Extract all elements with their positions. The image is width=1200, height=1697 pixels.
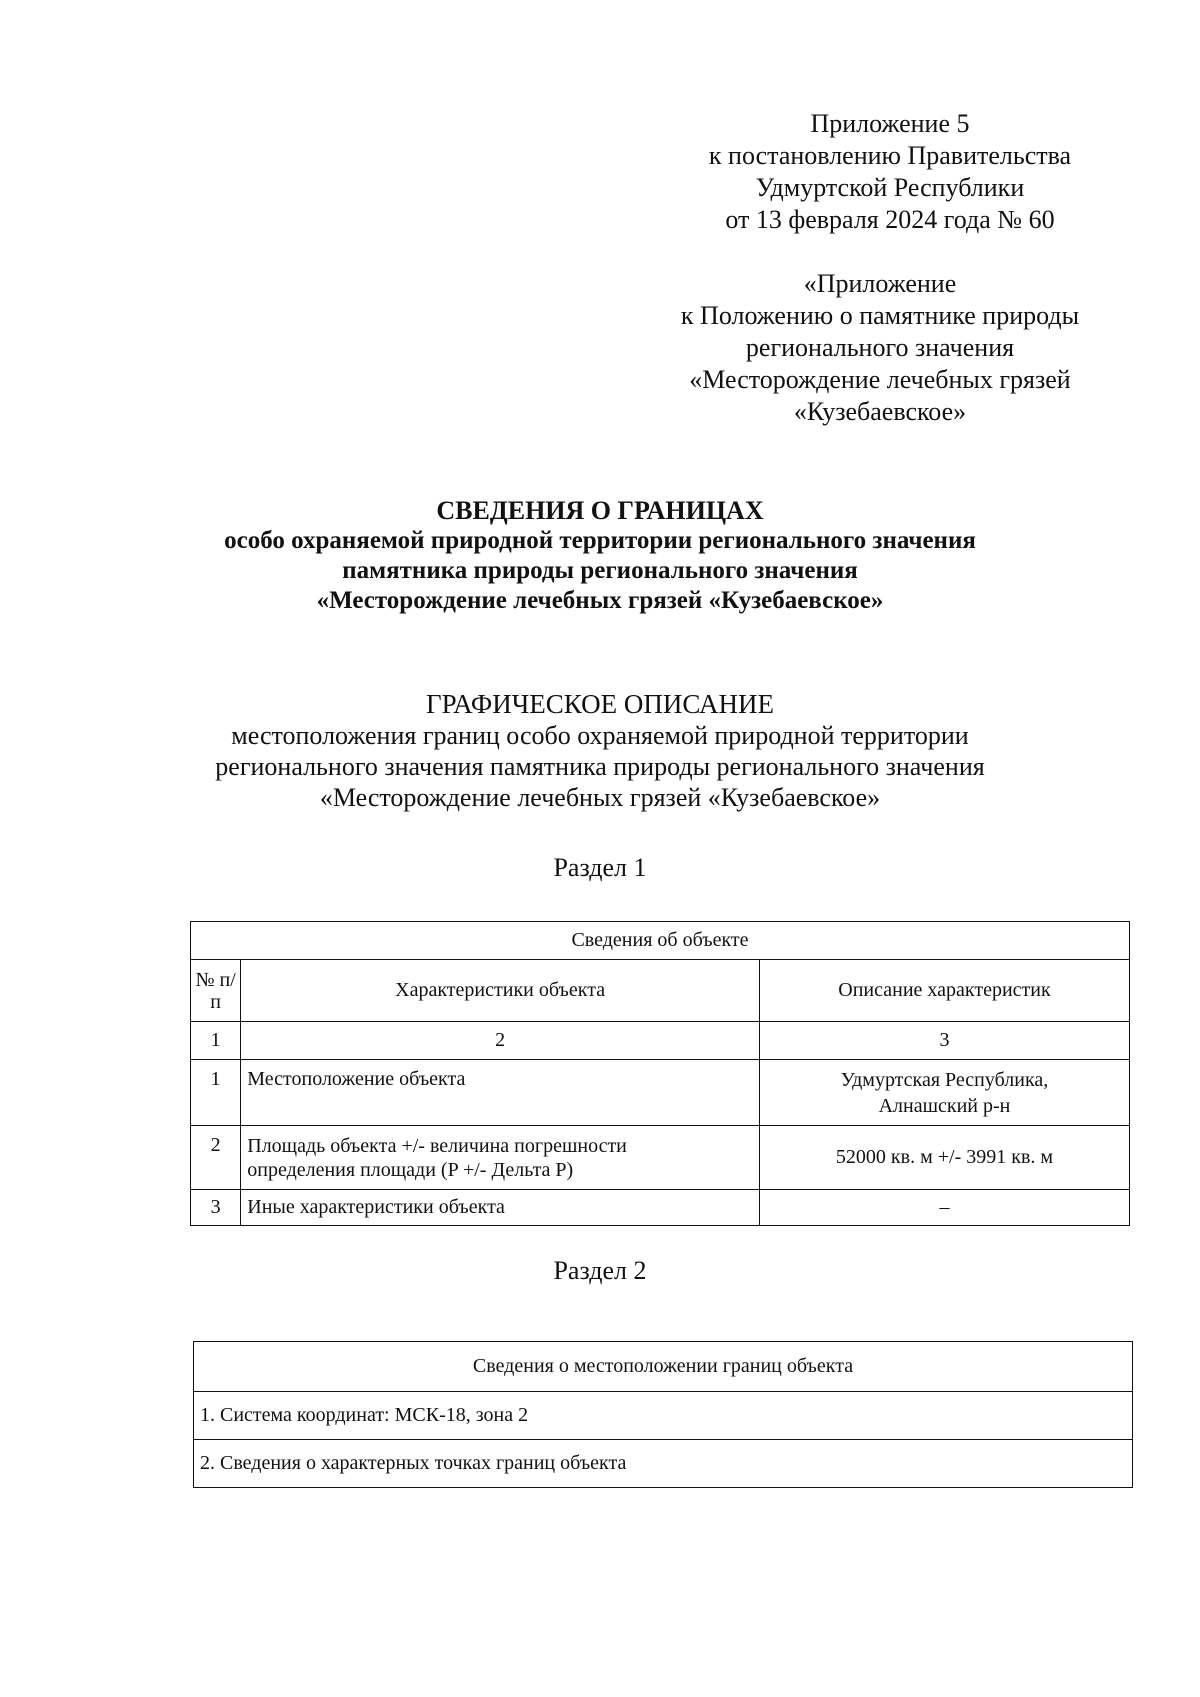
appendix-line: от 13 февраля 2024 года № 60 — [725, 205, 1055, 234]
col-number: 2 — [241, 1022, 760, 1060]
appendix-line: Удмуртской Республики — [755, 173, 1025, 202]
appendix-quote-line: «Приложение — [803, 269, 957, 298]
appendix-quote-line: «Кузебаевское» — [793, 397, 967, 426]
table-row — [191, 1190, 1130, 1226]
row-num: 3 — [191, 1190, 241, 1226]
row-characteristic-line: определения площади (P +/- Дельта P) — [247, 1158, 574, 1181]
appendix-quote-line: «Месторождение лечебных грязей — [689, 365, 1071, 394]
subtitle-line: регионального значения памятника природы регионального значения — [215, 752, 985, 781]
table-row — [194, 1440, 1133, 1488]
col-number: 3 — [759, 1022, 1129, 1060]
title-main: СВЕДЕНИЯ О ГРАНИЦАХ — [436, 496, 764, 525]
header-num: № п/п — [191, 960, 241, 1022]
table-row — [194, 1392, 1133, 1440]
appendix-line: Приложение 5 — [810, 109, 970, 138]
object-info-table — [190, 921, 1130, 1226]
title-line: «Месторождение лечебных грязей «Кузебаевское» — [316, 587, 884, 614]
document-subtitle — [150, 689, 1050, 813]
subtitle-line: «Месторождение лечебных грязей «Кузебаевское» — [319, 783, 881, 812]
row-description: – — [759, 1190, 1129, 1226]
row-characteristic: Иные характеристики объекта — [241, 1190, 760, 1226]
title-line: памятника природы регионального значения — [342, 557, 858, 584]
row-characteristic: Местоположение объекта — [241, 1060, 760, 1126]
subtitle-line: местоположения границ особо охраняемой природной территории — [231, 721, 969, 750]
table-caption: Сведения об объекте — [191, 922, 1130, 960]
row-description — [759, 1060, 1129, 1126]
appendix-header — [660, 108, 1120, 236]
section-1-label: Раздел 1 — [553, 853, 647, 882]
appendix-quote-line: регионального значения — [745, 333, 1015, 362]
title-line: особо охраняемой природной территории регионального значения — [224, 527, 976, 554]
section-2-label: Раздел 2 — [553, 1256, 647, 1285]
row-characteristic — [241, 1126, 760, 1190]
appendix-line: к постановлению Правительства — [708, 141, 1072, 170]
table-row — [191, 1060, 1130, 1126]
row-description-line: Алнашский р-н — [878, 1094, 1011, 1117]
document-title — [150, 496, 1050, 616]
row-characteristic-line: Площадь объекта +/- величина погрешности — [247, 1134, 627, 1157]
boundary-info-table — [193, 1341, 1133, 1488]
header-characteristic: Характеристики объекта — [241, 960, 760, 1022]
header-description: Описание характеристик — [759, 960, 1129, 1022]
row-num: 1 — [191, 1060, 241, 1126]
row-description-line: Удмуртская Республика, — [840, 1068, 1049, 1091]
table-row — [191, 1126, 1130, 1190]
appendix-quote — [640, 268, 1120, 428]
row-num: 2 — [191, 1126, 241, 1190]
col-number: 1 — [191, 1022, 241, 1060]
row-text: 2. Сведения о характерных точках границ объекта — [194, 1440, 1133, 1488]
row-description: 52000 кв. м +/- 3991 кв. м — [759, 1126, 1129, 1190]
subtitle-main: ГРАФИЧЕСКОЕ ОПИСАНИЕ — [425, 689, 775, 719]
table-caption: Сведения о местоположении границ объекта — [194, 1342, 1133, 1392]
appendix-quote-line: к Положению о памятнике природы — [680, 301, 1080, 330]
row-text: 1. Система координат: МСК-18, зона 2 — [194, 1392, 1133, 1440]
